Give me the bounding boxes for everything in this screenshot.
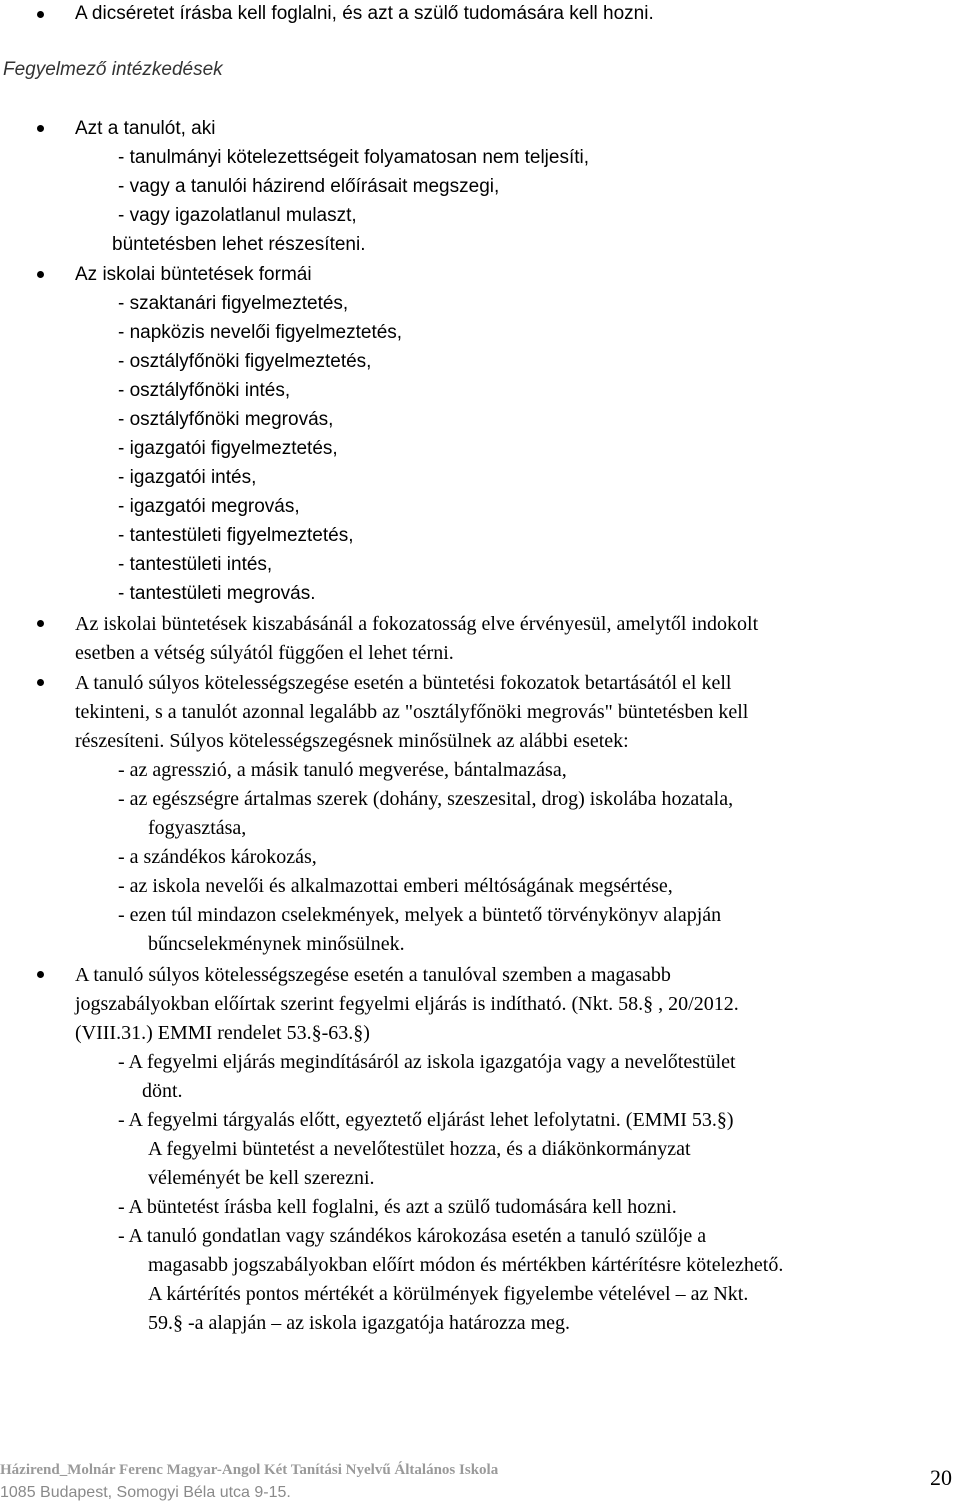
para5-item: - A fegyelmi tárgyalás előtt, egyeztető eljárást lehet lefolytatni. (EMMI 53.§) <box>118 1109 734 1131</box>
para5-line: (VIII.31.) EMMI rendelet 53.§-63.§) <box>75 1022 370 1044</box>
list1-intro: Azt a tanulót, aki <box>75 118 216 139</box>
footer-school-name: Házirend_Molnár Ferenc Magyar-Angol Két Tanítási Nyelvű Általános Iskola <box>0 1462 499 1478</box>
list1-item: - vagy igazolatlanul mulaszt, <box>118 205 357 226</box>
para4-item: - a szándékos károkozás, <box>118 846 317 868</box>
page-number: 20 <box>930 1465 952 1490</box>
para3-line: Az iskolai büntetések kiszabásánál a fokozatosság elve érvényesül, amelytől indokolt <box>75 613 759 635</box>
list1-item: - tanulmányi kötelezettségeit folyamatosan nem teljesíti, <box>118 147 590 168</box>
para4-item: - az iskola nevelői és alkalmazottai emberi méltóságának megsértése, <box>118 875 673 897</box>
bullet-icon <box>37 620 44 627</box>
list1-closing: büntetésben lehet részesíteni. <box>112 234 366 255</box>
footer-address: 1085 Budapest, Somogyi Béla utca 9-15. <box>0 1484 291 1501</box>
para4-item: - az agresszió, a másik tanuló megverése, bántalmazása, <box>118 759 567 781</box>
para4-item-cont: fogyasztása, <box>148 817 247 839</box>
para5-item-cont: A fegyelmi büntetést a nevelőtestület hozza, és a diákönkormányzat <box>148 1138 691 1160</box>
list2-item: - igazgatói figyelmeztetés, <box>118 438 338 459</box>
para4-item: - ezen túl mindazon cselekmények, melyek a büntető törvénykönyv alapján <box>118 904 722 926</box>
list1-item: - vagy a tanulói házirend előírásait megszegi, <box>118 176 500 197</box>
list2-item: - osztályfőnöki megrovás, <box>118 409 334 430</box>
list2-item: - szaktanári figyelmeztetés, <box>118 293 349 314</box>
top-bullet-text: A dicséretet írásba kell foglalni, és azt a szülő tudomására kell hozni. <box>75 3 654 24</box>
list2-item: - tantestületi megrovás. <box>118 583 316 604</box>
list2-item: - tantestületi intés, <box>118 554 273 575</box>
para5-item-cont: 59.§ -a alapján – az iskola igazgatója határozza meg. <box>148 1312 571 1334</box>
list2-item: - osztályfőnöki figyelmeztetés, <box>118 351 372 372</box>
para5-item-cont: véleményét be kell szerezni. <box>148 1167 375 1189</box>
para5-item: - A büntetést írásba kell foglalni, és azt a szülő tudomására kell hozni. <box>118 1196 677 1218</box>
bullet-icon <box>37 271 44 278</box>
para5-item: - A tanuló gondatlan vagy szándékos károkozása esetén a tanuló szülője a <box>118 1225 707 1247</box>
list2-item: - tantestületi figyelmeztetés, <box>118 525 354 546</box>
para5-line: jogszabályokban előírtak szerint fegyelmi eljárás is indítható. (Nkt. 58.§ , 20/2012. <box>75 993 739 1015</box>
para4-line: részesíteni. Súlyos kötelességszegésnek minősülnek az alábbi esetek: <box>75 730 629 752</box>
list2-intro: Az iskolai büntetések formái <box>75 264 312 285</box>
para4-line: A tanuló súlyos kötelességszegése esetén a büntetési fokozatok betartásától el kell <box>75 672 732 694</box>
para4-line: tekinteni, s a tanulót azonnal legalább az "osztályfőnöki megrovás" büntetésben kell <box>75 701 749 723</box>
para4-item-cont: bűncselekménynek minősülnek. <box>148 933 405 955</box>
list2-item: - napközis nevelői figyelmeztetés, <box>118 322 403 343</box>
para5-line: A tanuló súlyos kötelességszegése esetén a tanulóval szemben a magasabb <box>75 964 671 986</box>
para5-item-cont: A kártérítés pontos mértékét a körülmények figyelembe vételével – az Nkt. <box>148 1283 749 1305</box>
para4-item: - az egészségre ártalmas szerek (dohány, szeszesital, drog) iskolába hozatala, <box>118 788 734 810</box>
bullet-icon <box>37 971 44 978</box>
para3-line: esetben a vétség súlyától függően el lehet térni. <box>75 642 454 664</box>
bullet-icon <box>37 125 44 132</box>
para5-item: - A fegyelmi eljárás megindításáról az iskola igazgatója vagy a nevelőtestület <box>118 1051 736 1073</box>
section-heading: Fegyelmező intézkedések <box>3 59 223 80</box>
bullet-icon <box>37 679 44 686</box>
list2-item: - osztályfőnöki intés, <box>118 380 291 401</box>
para5-item-cont: magasabb jogszabályokban előírt módon és mértékben kártérítésre kötelezhető. <box>148 1254 784 1276</box>
list2-item: - igazgatói intés, <box>118 467 257 488</box>
bullet-icon <box>37 11 44 18</box>
list2-item: - igazgatói megrovás, <box>118 496 300 517</box>
para5-item-cont: dönt. <box>142 1080 183 1102</box>
